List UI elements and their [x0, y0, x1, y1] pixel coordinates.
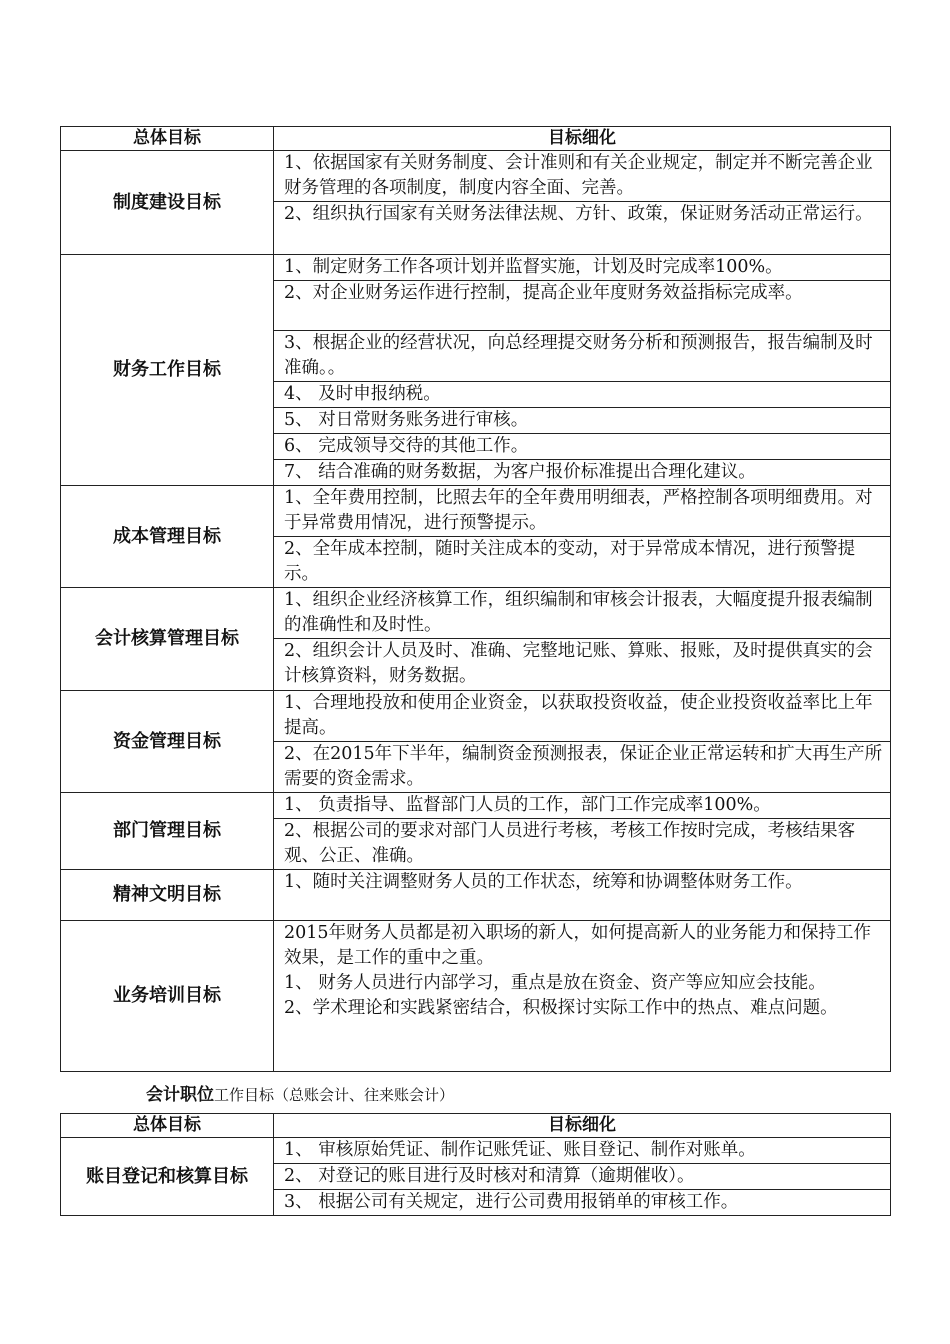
detail-cell: 4、 及时申报纳税。 — [274, 382, 891, 408]
detail-cell: 1、依据国家有关财务制度、会计准则和有关企业规定，制定并不断完善企业财务管理的各项制度，制度内容全面、完善。 — [274, 151, 891, 202]
section-title — [146, 1084, 454, 1106]
detail-cell: 1、随时关注调整财务人员的工作状态，统筹和协调整体财务工作。 — [274, 870, 891, 921]
detail-cell: 1、合理地投放和使用企业资金，以获取投资收益，使企业投资收益率比上年提高。 — [274, 691, 891, 742]
detail-cell: 1、全年费用控制，比照去年的全年费用明细表，严格控制各项明细费用。对于异常费用情况，进行预警提示。 — [274, 486, 891, 537]
finance-goals-table — [60, 126, 891, 1072]
goal-cell: 账目登记和核算目标 — [61, 1138, 274, 1216]
goal-cell: 业务培训目标 — [61, 921, 274, 1072]
detail-cell: 3、 根据公司有关规定，进行公司费用报销单的审核工作。 — [274, 1190, 891, 1216]
header-overall-goal: 总体目标 — [61, 127, 274, 151]
detail-cell: 2、 对登记的账目进行及时核对和清算（逾期催收）。 — [274, 1164, 891, 1190]
detail-cell: 3、根据企业的经营状况，向总经理提交财务分析和预测报告，报告编制及时准确。。 — [274, 331, 891, 382]
table-row — [61, 151, 891, 202]
goal-cell: 会计核算管理目标 — [61, 588, 274, 691]
header-goal-detail: 目标细化 — [274, 127, 891, 151]
detail-cell: 1、制定财务工作各项计划并监督实施，计划及时完成率100%。 — [274, 255, 891, 281]
detail-cell: 2、在2015年下半年，编制资金预测报表，保证企业正常运转和扩大再生产所需要的资金需求。 — [274, 742, 891, 793]
detail-cell: 5、 对日常财务账务进行审核。 — [274, 408, 891, 434]
section-title-strong: 会计职位 — [146, 1085, 214, 1105]
table-header-row — [61, 127, 891, 151]
detail-cell: 1、 负责指导、监督部门人员的工作，部门工作完成率100%。 — [274, 793, 891, 819]
detail-cell: 7、 结合准确的财务数据，为客户报价标准提出合理化建议。 — [274, 460, 891, 486]
detail-cell: 2、全年成本控制，随时关注成本的变动，对于异常成本情况，进行预警提示。 — [274, 537, 891, 588]
table-row — [61, 921, 891, 1072]
detail-cell: 2015年财务人员都是初入职场的新人，如何提高新人的业务能力和保持工作效果，是工作的重中之重。 1、 财务人员进行内部学习，重点是放在资金、资产等应知应会技能。 2、学术理论和实践紧密结合，积极探讨实际工作中的热点、难点问题。 — [274, 921, 891, 1072]
table-row — [61, 870, 891, 921]
goal-cell: 制度建设目标 — [61, 151, 274, 255]
table-row — [61, 1138, 891, 1164]
section-title-rest: 工作目标（总账会计、往来账会计） — [214, 1086, 455, 1104]
detail-cell: 6、 完成领导交待的其他工作。 — [274, 434, 891, 460]
goal-cell: 精神文明目标 — [61, 870, 274, 921]
detail-cell: 1、组织企业经济核算工作，组织编制和审核会计报表，大幅度提升报表编制的准确性和及时性。 — [274, 588, 891, 639]
table-header-row — [61, 1114, 891, 1138]
table-row — [61, 588, 891, 639]
detail-cell: 2、根据公司的要求对部门人员进行考核，考核工作按时完成，考核结果客观、公正、准确。 — [274, 819, 891, 870]
detail-cell: 2、组织执行国家有关财务法律法规、方针、政策，保证财务活动正常运行。 — [274, 202, 891, 255]
header-goal-detail: 目标细化 — [274, 1114, 891, 1138]
detail-cell: 1、 审核原始凭证、制作记账凭证、账目登记、制作对账单。 — [274, 1138, 891, 1164]
table-row — [61, 793, 891, 819]
goal-cell: 成本管理目标 — [61, 486, 274, 588]
detail-cell: 2、组织会计人员及时、准确、完整地记账、算账、报账，及时提供真实的会计核算资料，财务数据。 — [274, 639, 891, 691]
detail-cell: 2、对企业财务运作进行控制，提高企业年度财务效益指标完成率。 — [274, 281, 891, 331]
goal-cell: 财务工作目标 — [61, 255, 274, 486]
table-row — [61, 691, 891, 742]
accountant-goals-table — [60, 1113, 891, 1216]
table-row — [61, 255, 891, 281]
table-row — [61, 486, 891, 537]
header-overall-goal: 总体目标 — [61, 1114, 274, 1138]
goal-cell: 资金管理目标 — [61, 691, 274, 793]
goal-cell: 部门管理目标 — [61, 793, 274, 870]
